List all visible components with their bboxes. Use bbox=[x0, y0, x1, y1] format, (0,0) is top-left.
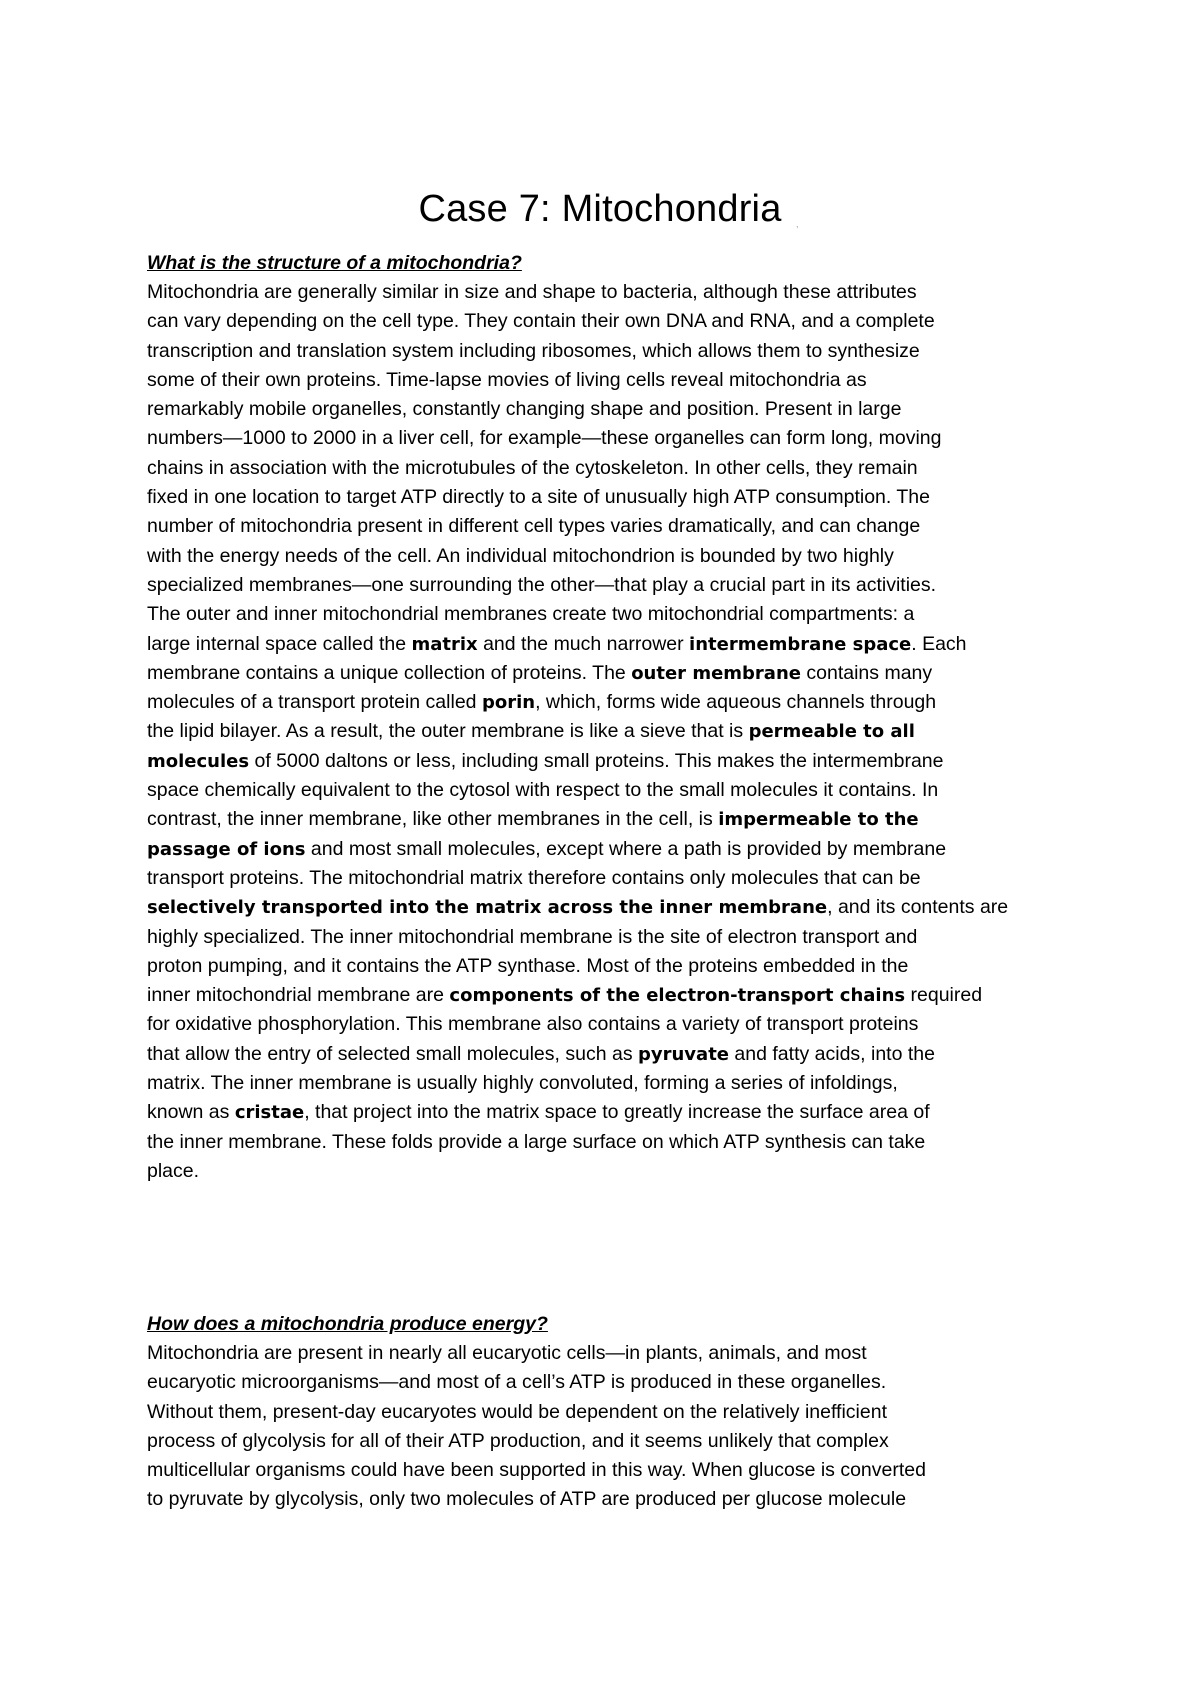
bold-term: molecules bbox=[147, 750, 250, 772]
text-line: multicellular organisms could have been supported in this way. When glucose is converted bbox=[147, 1459, 926, 1482]
section-body-energy bbox=[147, 1339, 1067, 1515]
text-line: some of their own proteins. Time-lapse movies of living cells reveal mitochondria as bbox=[147, 368, 867, 391]
bold-term: pyruvate bbox=[638, 1043, 730, 1065]
text-line: large internal space called the matrix and the much narrower intermembrane space. Each bbox=[147, 632, 967, 655]
text-line: molecules of a transport protein called porin, which, forms wide aqueous channels through bbox=[147, 691, 937, 714]
bold-term: intermembrane space bbox=[689, 633, 912, 655]
text-line: number of mitochondria present in different cell types varies dramatically, and can change bbox=[147, 515, 921, 538]
text-line: space chemically equivalent to the cytosol with respect to the small molecules it contains. In bbox=[147, 779, 939, 802]
section-heading-structure: What is the structure of a mitochondria? bbox=[147, 252, 522, 274]
text-line: the lipid bilayer. As a result, the outer membrane is like a sieve that is permeable to all bbox=[147, 720, 915, 743]
text-line: The outer and inner mitochondrial membranes create two mitochondrial compartments: a bbox=[147, 603, 915, 626]
text-line: matrix. The inner membrane is usually highly convoluted, forming a series of infoldings, bbox=[147, 1072, 898, 1095]
page-title: Case 7: Mitochondria bbox=[418, 188, 782, 230]
text-line: can vary depending on the cell type. They contain their own DNA and RNA, and a complete bbox=[147, 310, 935, 333]
text-line: highly specialized. The inner mitochondrial membrane is the site of electron transport and bbox=[147, 925, 918, 948]
text-line: that allow the entry of selected small molecules, such as pyruvate and fatty acids, into the bbox=[147, 1042, 935, 1065]
section-body-structure bbox=[147, 278, 1067, 1186]
text-line: the inner membrane. These folds provide a large surface on which ATP synthesis can take bbox=[147, 1130, 926, 1153]
bold-term: passage of ions bbox=[147, 838, 306, 860]
text-line: remarkably mobile organelles, constantly changing shape and position. Present in large bbox=[147, 398, 902, 421]
text-line: specialized membranes—one surrounding the other—that play a crucial part in its activities. bbox=[147, 573, 937, 596]
text-line: transcription and translation system including ribosomes, which allows them to synthesize bbox=[147, 339, 920, 362]
bold-term: outer membrane bbox=[631, 662, 801, 684]
bold-term: impermeable to the bbox=[718, 809, 919, 831]
text-line: process of glycolysis for all of their ATP production, and it seems unlikely that complex bbox=[147, 1429, 889, 1452]
text-line: proton pumping, and it contains the ATP synthase. Most of the proteins embedded in the bbox=[147, 954, 909, 977]
text-line: contrast, the inner membrane, like other membranes in the cell, is impermeable to the bbox=[147, 808, 919, 831]
text-line: transport proteins. The mitochondrial matrix therefore contains only molecules that can be bbox=[147, 866, 921, 889]
bold-term: cristae bbox=[234, 1102, 305, 1124]
text-line: fixed in one location to target ATP directly to a site of unusually high ATP consumption. The bbox=[147, 486, 930, 509]
text-line: inner mitochondrial membrane are components of the electron-transport chains required bbox=[147, 984, 983, 1007]
text-line: with the energy needs of the cell. An individual mitochondrion is bounded by two highly bbox=[147, 544, 894, 567]
bold-term: matrix bbox=[411, 633, 478, 655]
text-line: to pyruvate by glycolysis, only two molecules of ATP are produced per glucose molecule bbox=[147, 1488, 907, 1511]
text-line: passage of ions and most small molecules, except where a path is provided by membrane bbox=[147, 837, 947, 860]
title-stray-mark: , bbox=[796, 219, 799, 229]
bold-term: components of the electron-transport chains bbox=[449, 985, 906, 1007]
text-line: known as cristae, that project into the matrix space to greatly increase the surface area of bbox=[147, 1101, 930, 1124]
text-line: Mitochondria are present in nearly all eucaryotic cells—in plants, animals, and most bbox=[147, 1342, 867, 1364]
text-line: membrane contains a unique collection of proteins. The outer membrane contains many bbox=[147, 661, 933, 684]
text-line: molecules of 5000 daltons or less, including small proteins. This makes the intermembrane bbox=[147, 749, 944, 772]
text-line: selectively transported into the matrix across the inner membrane, and its contents are bbox=[147, 896, 1009, 919]
bold-term: selectively transported into the matrix across the inner membrane bbox=[147, 897, 828, 919]
text-line: Mitochondria are generally similar in size and shape to bacteria, although these attributes bbox=[147, 281, 917, 303]
section-heading-energy: How does a mitochondria produce energy? bbox=[147, 1313, 548, 1335]
text-line: chains in association with the microtubules of the cytoskeleton. In other cells, they remain bbox=[147, 456, 918, 479]
text-line: numbers—1000 to 2000 in a liver cell, for example—these organelles can form long, moving bbox=[147, 427, 942, 450]
text-line: eucaryotic microorganisms—and most of a cell’s ATP is produced in these organelles. bbox=[147, 1371, 887, 1394]
text-line: place. bbox=[147, 1159, 200, 1182]
bold-term: permeable to all bbox=[748, 721, 915, 743]
text-line: for oxidative phosphorylation. This membrane also contains a variety of transport proteins bbox=[147, 1013, 919, 1036]
bold-term: porin bbox=[481, 692, 536, 714]
text-line: Without them, present-day eucaryotes would be dependent on the relatively inefficient bbox=[147, 1400, 888, 1423]
